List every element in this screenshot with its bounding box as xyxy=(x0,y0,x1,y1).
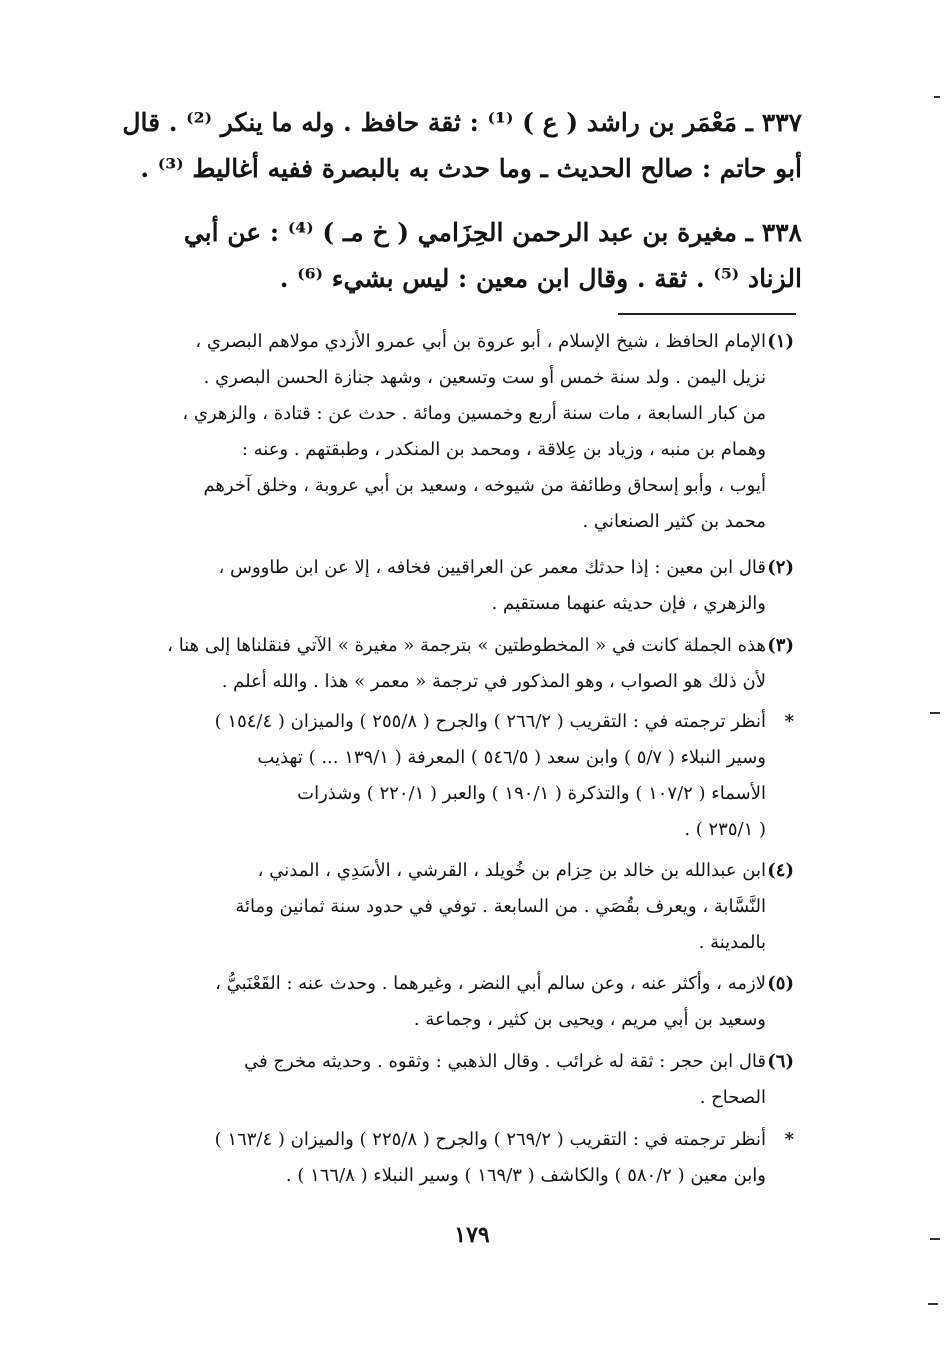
footnote-marker: (٥) xyxy=(767,973,794,994)
footnote-3 xyxy=(104,628,794,700)
footnote-line: أنظر ترجمته في : التقريب ( ٢٦٩/٢ ) والجرح ( ٢٢٥/٨ ) والميزان ( ١٦٣/٤ ) xyxy=(214,1129,766,1150)
entry-line: ٣٣٨ ـ مغيرة بن عبد الرحمن الحِزَامي ( خ مـ ) ⁽⁴⁾ : عن أبي xyxy=(183,218,802,247)
footnote-line: قال ابن معين : إذا حدثك معمر عن العراقيين فخافه ، إلا عن ابن طاووس ، xyxy=(218,557,766,578)
entry-line: ٣٣٧ ـ مَعْمَر بن راشد ( ع ) ⁽¹⁾ : ثقة حافظ . وله ما ينكر ⁽²⁾ . قال xyxy=(122,108,802,137)
footnote-line: وسير النبلاء ( ٥/٧ ) وابن سعد ( ٥٤٦/٥ ) المعرفة ( ١٣٩/١ ... ) تهذيب xyxy=(257,747,766,768)
footnote-line: الإمام الحافظ ، شيخ الإسلام ، أبو عروة بن أبي عمرو الأزدي مولاهم البصري ، xyxy=(195,331,766,352)
footnote-line: من كبار السابعة ، مات سنة أربع وخمسين ومائة . حدث عن : قتادة ، والزهري ، xyxy=(182,403,766,424)
footnote-4 xyxy=(104,853,794,961)
footnote-1 xyxy=(104,324,794,540)
footnote-6 xyxy=(104,1044,794,1116)
footnote-separator-rule xyxy=(618,313,796,315)
footnote-line: محمد بن كثير الصنعاني . xyxy=(582,511,766,532)
footnote-line: وسعيد بن أبي مريم ، ويحيى بن كثير ، وجماعة . xyxy=(413,1009,766,1030)
footnote-line: نزيل اليمن . ولد سنة خمس أو ست وتسعين ، وشهد جنازة الحسن البصري . xyxy=(203,367,766,388)
entry-line: أبو حاتم : صالح الحديث ـ وما حدث به بالبصرة ففيه أغاليط ⁽³⁾ . xyxy=(140,154,802,183)
footnote-line: لأن ذلك هو الصواب ، وهو المذكور في ترجمة « معمر » هذا . والله أعلم . xyxy=(221,671,766,692)
entry-line: الزناد ⁽⁵⁾ . ثقة . وقال ابن معين : ليس بشيء ⁽⁶⁾ . xyxy=(279,264,802,293)
footnote-line: لازمه ، وأكثر عنه ، وعن سالم أبي النضر ، وغيرهما . وحدث عنه : القَعْنَبيُّ ، xyxy=(215,973,766,994)
footnote-5 xyxy=(104,966,794,1038)
footnote-line: الصحاح . xyxy=(699,1087,766,1108)
footnote-marker: (٢) xyxy=(767,557,794,578)
footnote-line: بالمدينة . xyxy=(698,932,766,953)
page-number: ١٧٩ xyxy=(454,1222,490,1248)
footnote-line: ( ٢٣٥/١ ) . xyxy=(684,819,766,840)
footnote-line: أنظر ترجمته في : التقريب ( ٢٦٦/٢ ) والجرح ( ٢٥٥/٨ ) والميزان ( ١٥٤/٤ ) xyxy=(214,711,766,732)
footnote-line: النَّسَّابة ، ويعرف بقُصَي . من السابعة . توفي في حدود سنة ثمانين ومائة xyxy=(235,896,766,917)
footnote-marker: (١) xyxy=(767,331,794,352)
footnote-line: هذه الجملة كانت في « المخطوطتين » بترجمة « مغيرة » الآتي فنقلناها إلى هنا ، xyxy=(167,635,766,656)
footnote-marker: (٣) xyxy=(767,635,794,656)
scan-edge-mark xyxy=(934,96,940,98)
biography-entry-338 xyxy=(112,210,802,302)
footnote-marker: (٤) xyxy=(767,860,794,881)
footnote-marker: * xyxy=(784,711,794,732)
footnote-marker: * xyxy=(784,1129,794,1150)
footnote-line: والزهري ، فإن حديثه عنهما مستقيم . xyxy=(491,593,766,614)
footnote-marker: (٦) xyxy=(767,1051,794,1072)
scan-edge-mark xyxy=(930,1238,940,1240)
footnote-2 xyxy=(104,550,794,622)
biography-entry-337 xyxy=(112,100,802,192)
footnote-line: أيوب ، وأبو إسحاق وطائفة من شيوخه ، وسعيد بن أبي عروبة ، وخلق آخرهم xyxy=(203,475,766,496)
footnote-line: وهمام بن منبه ، وزياد بن عِلاقة ، ومحمد بن المنكدر ، وطبقتهم . وعنه : xyxy=(241,439,766,460)
scan-edge-mark xyxy=(928,1303,938,1305)
footnote-line: الأسماء ( ١٠٧/٢ ) والتذكرة ( ١٩٠/١ ) والعبر ( ٢٢٠/١ ) وشذرات xyxy=(297,783,766,804)
footnote-line: قال ابن حجر : ثقة له غرائب . وقال الذهبي : وثقوه . وحديثه مخرج في xyxy=(244,1051,766,1072)
footnote-references-338 xyxy=(104,1122,794,1194)
scan-edge-mark xyxy=(930,712,940,714)
footnote-line: ابن عبدالله بن خالد بن حِزام بن خُويلد ، القرشي ، الأسَدِي ، المدني ، xyxy=(257,860,766,881)
footnote-references-337 xyxy=(104,704,794,848)
footnote-line: وابن معين ( ٥٨٠/٢ ) والكاشف ( ١٦٩/٣ ) وسير النبلاء ( ١٦٦/٨ ) . xyxy=(285,1165,766,1186)
